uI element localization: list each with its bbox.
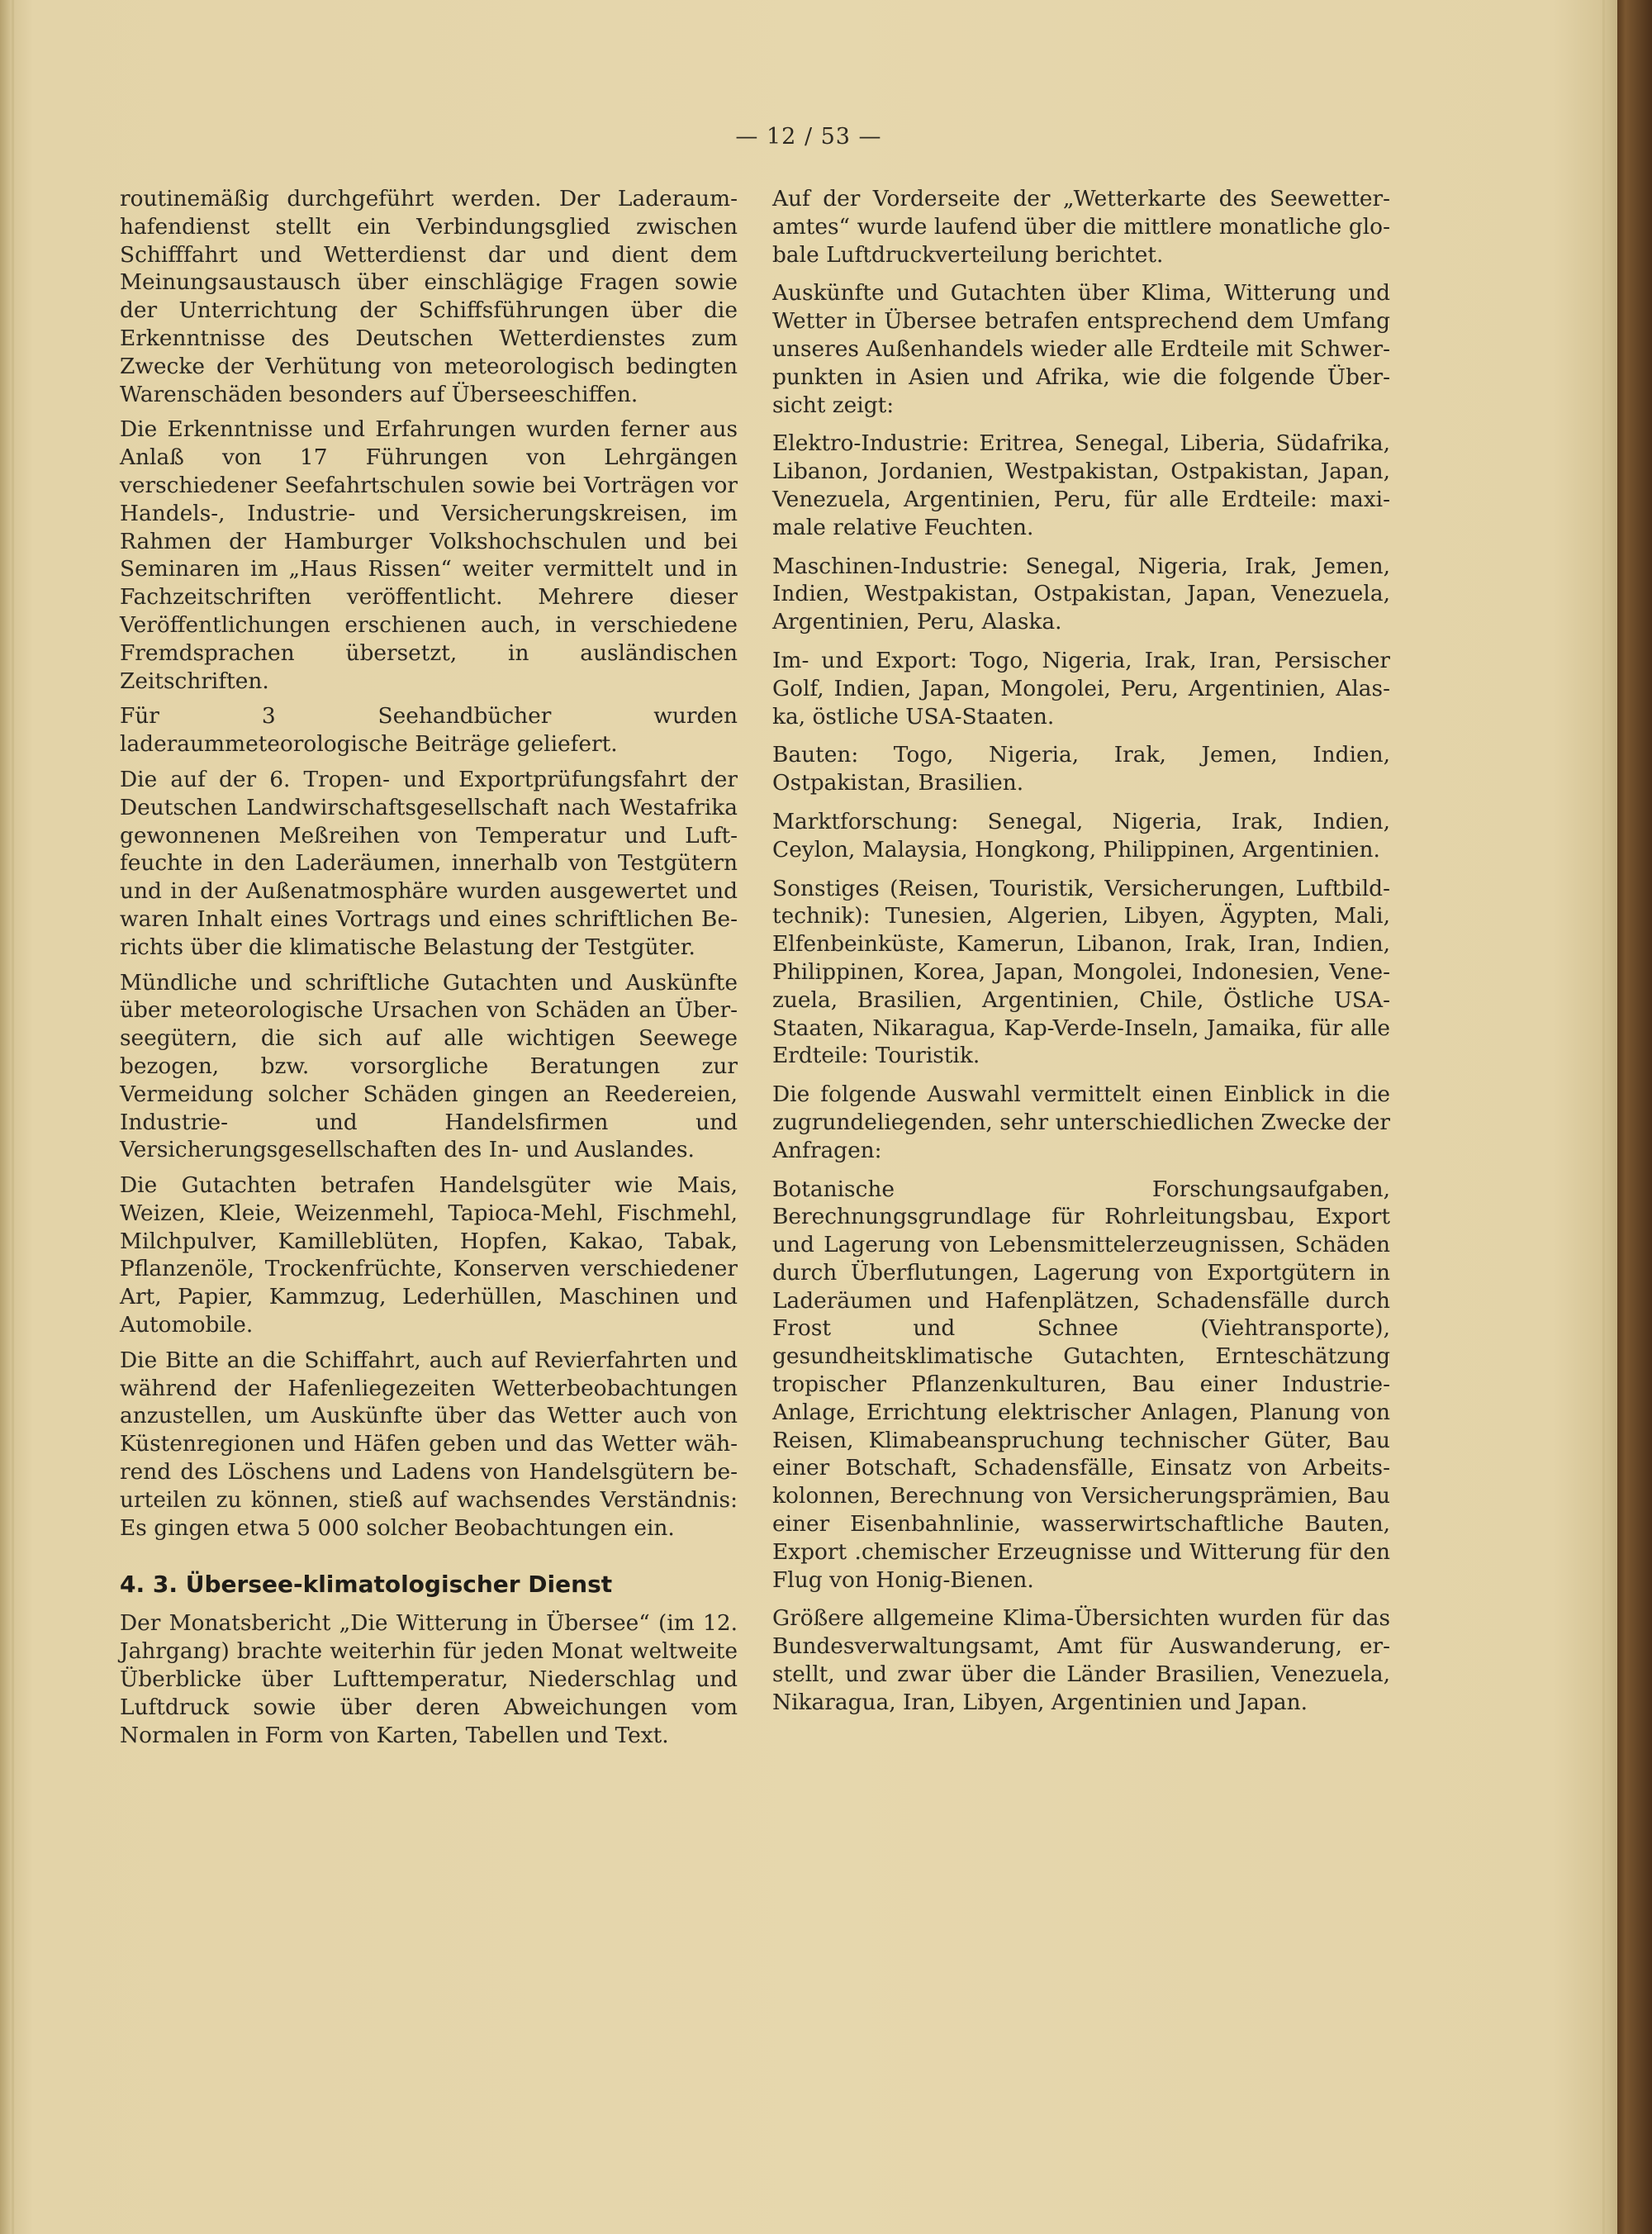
left-paragraph-4: Die auf der 6. Tropen- und Exportprüfungsfahrt der Deutschen Landwirschaftsgesellschaft nach Westafrika gewonnenen Meßreihen von Temperatur und Luftfeuchte in den Laderäumen, innerhalb von Testgütern und in der Außenatmosphäre wurden ausgewertet und waren Inhalt eines Vortrags und eines schriftlichen Berichts über die klimatische Belastung der Testgüter. [120, 766, 738, 960]
left-paragraph-3: Für 3 Seehandbücher wurden laderaummeteorologische Beiträge geliefert. [120, 703, 738, 758]
right-paragraph-11: Größere allgemeine Klima-Übersichten wurden für das Bundesverwaltungsamt, Amt für Auswanderung, erstellt, und zwar über die Länder Brasilien, Venezuela, Nikaragua, Iran, Libyen, Argentinien und Japan. [772, 1605, 1390, 1715]
page-number: — 12 / 53 — [735, 124, 882, 150]
section-paragraph: Der Monatsbericht „Die Witterung in Übersee“ (im 12. Jahrgang) brachte weiterhin für jeden Monat weltweite Überblicke über Lufttemperatur, Niederschlag und Luftdruck sowie über deren Abweichungen vom Normalen in Form von Karten, Tabellen und Text. [120, 1610, 738, 1748]
left-column [120, 185, 738, 1756]
left-paragraph-1: routinemäßig durchgeführt werden. Der Laderaumhafendienst stellt ein Verbindungsglied zwischen Schifffahrt und Wetterdienst dar und dient dem Meinungsaustausch über einschlägige Fragen sowie der Unterrichtung der Schiffsführungen über die Erkenntnisse des Deutschen Wetterdienstes zum Zwecke der Verhütung von meteorologisch bedingten Warenschäden besonders auf Überseeschiffen. [120, 186, 738, 407]
right-paragraph-1: Auf der Vorderseite der „Wetterkarte des Seewetteramtes“ wurde laufend über die mittlere monatliche globale Luftdruckverteilung berichtet. [772, 186, 1390, 268]
right-paragraph-7: Marktforschung: Senegal, Nigeria, Irak, Indien, Ceylon, Malaysia, Hongkong, Philippinen, Argentinien. [772, 808, 1390, 863]
right-column [772, 185, 1390, 1728]
right-paragraph-8: Sonstiges (Reisen, Touristik, Versicherungen, Luftbildtechnik): Tunesien, Algerien, Libyen, Ägypten, Mali, Elfenbeinküste, Kamerun, Libanon, Irak, Iran, Indien, Philippinen, Korea, Japan, Mongolei, Indonesien, Venezuela, Brasilien, Argentinien, Chile, Östliche USA-Staaten, Nikaragua, Kap-Verde-Inseln, Jamaika, für alle Erdteile: Touristik. [772, 875, 1390, 1069]
right-paragraph-6: Bauten: Togo, Nigeria, Irak, Jemen, Indien, Ostpakistan, Brasilien. [772, 742, 1390, 796]
left-paragraph-2: Die Erkenntnisse und Erfahrungen wurden ferner aus Anlaß von 17 Führungen von Lehrgängen verschiedener Seefahrtschulen sowie bei Vorträgen vor Handels-, Industrie- und Versicherungskreisen, im Rahmen der Hamburger Volkshochschulen und bei Seminaren im „Haus Rissen“ weiter vermittelt und in Fachzeitschriften veröffentlicht. Mehrere dieser Veröffentlichungen erschienen auch, in verschiedene Fremdsprachen übersetzt, in ausländischen Zeitschriften. [120, 416, 738, 694]
section-heading: 4. 3. Übersee-klimatologischer Dienst [120, 1571, 613, 1599]
page-gutter-line [12, 0, 14, 2234]
right-paragraph-9: Die folgende Auswahl vermittelt einen Einblick in die zugrundeliegenden, sehr unterschiedlichen Zwecke der Anfragen: [772, 1081, 1390, 1163]
left-paragraph-5: Mündliche und schriftliche Gutachten und Auskünfte über meteorologische Ursachen von Schäden an Überseegütern, die sich auf alle wichtigen Seewege bezogen, bzw. vorsorgliche Beratungen zur Vermeidung solcher Schäden gingen an Reedereien, Industrie- und Handelsfirmen und Versicherungsgesellschaften des In- und Auslandes. [120, 969, 738, 1163]
right-paragraph-10: Botanische Forschungsaufgaben, Berechnungsgrundlage für Rohrleitungsbau, Export und Lagerung von Lebensmittelerzeugnissen, Schäden durch Überflutungen, Lagerung von Exportgütern in Laderäumen und Hafenplätzen, Schadensfälle durch Frost und Schnee (Viehtransporte), gesundheitsklimatische Gutachten, Ernteschätzung tropischer Pflanzenkulturen, Bau einer Industrie-Anlage, Errichtung elektrischer Anlagen, Planung von Reisen, Klimabeanspruchung technischer Güter, Bau einer Botschaft, Schadensfälle, Einsatz von Arbeitskolonnen, Berechnung von Versicherungsprämien, Bau einer Eisenbahnlinie, wasserwirtschaftliche Bauten, Export .chemischer Erzeugnisse und Witterung für den Flug von Honig-Bienen. [772, 1176, 1390, 1593]
right-paragraph-3: Elektro-Industrie: Eritrea, Senegal, Liberia, Südafrika, Libanon, Jordanien, Westpakistan, Ostpakistan, Japan, Venezuela, Argentinien, Peru, für alle Erdteile: maximale relative Feuchten. [772, 430, 1390, 540]
right-paragraph-2: Auskünfte und Gutachten über Klima, Witterung und Wetter in Übersee betrafen entsprechend dem Umfang unseres Außenhandels wieder alle Erdteile mit Schwerpunkten in Asien und Afrika, wie die folgende Übersicht zeigt: [772, 280, 1390, 418]
page-right-edge-line [1602, 0, 1605, 2234]
book-edge-shadow [1617, 0, 1652, 2234]
right-paragraph-4: Maschinen-Industrie: Senegal, Nigeria, Irak, Jemen, Indien, Westpakistan, Ostpakistan, Japan, Venezuela, Argentinien, Peru, Alaska. [772, 553, 1390, 635]
left-paragraph-7: Die Bitte an die Schiffahrt, auch auf Revierfahrten und während der Hafenliegezeiten Wetterbeobachtungen anzustellen, um Auskünfte über das Wetter auch von Küstenregionen und Häfen geben und das Wetter während des Löschens und Ladens von Handelsgütern beurteilen zu können, stieß auf wachsendes Verständnis: Es gingen etwa 5 000 solcher Beobachtungen ein. [120, 1347, 738, 1541]
right-paragraph-5: Im- und Export: Togo, Nigeria, Irak, Iran, Persischer Golf, Indien, Japan, Mongolei, Peru, Argentinien, Alaska, östliche USA-Staaten. [772, 647, 1390, 730]
left-paragraph-6: Die Gutachten betrafen Handelsgüter wie Mais, Weizen, Kleie, Weizenmehl, Tapioca-Mehl, Fischmehl, Milchpulver, Kamilleblüten, Hopfen, Kakao, Tabak, Pflanzenöle, Trockenfrüchte, Konserven verschiedener Art, Papier, Kammzug, Lederhüllen, Maschinen und Automobile. [120, 1172, 738, 1338]
